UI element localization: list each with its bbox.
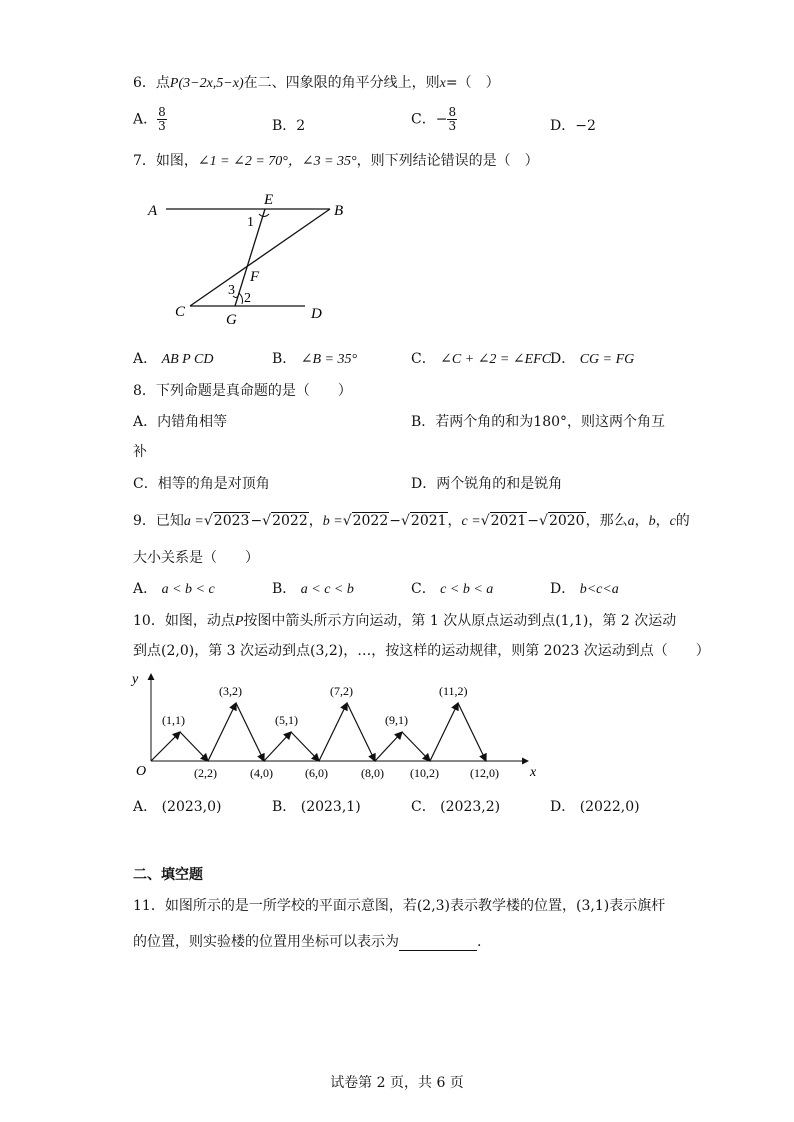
q9-stem: 9．已知a =√2023−√2022，b =√2022−√2021，c =√2021−√2020，那么a，b，c的 <box>133 513 690 529</box>
label-a: A <box>148 203 158 219</box>
label-c: C <box>175 304 186 320</box>
path-seg-1 <box>151 732 180 761</box>
page-footer: 试卷第 2 页，共 6 页 <box>330 1075 464 1091</box>
label-d: D <box>311 306 322 322</box>
q8-stem: 8．下列命题是真命题的是（ ） <box>133 383 352 399</box>
q10-graph <box>130 668 540 783</box>
path-seg-12 <box>458 703 486 761</box>
q7-option-b: B． ∠B = 35° <box>272 351 358 367</box>
q8-option-d: D．两个锐角的和是锐角 <box>411 476 563 492</box>
path-seg-2 <box>180 732 208 761</box>
label-3: 3 <box>228 283 235 298</box>
point-label-6-0: (6,0) <box>305 766 328 780</box>
path-seg-9 <box>375 732 402 761</box>
q7-option-c: C． ∠C + ∠2 = ∠EFC <box>411 351 552 367</box>
section-title: 二、填空题 <box>133 867 203 883</box>
q8-option-a: A．内错角相等 <box>133 414 228 430</box>
q6-stem: 6．点P(3−2x,5−x)在二、四象限的角平分线上，则x=（ ） <box>133 75 500 91</box>
point-label-5-1: (5,1) <box>275 713 298 727</box>
q6-option-b: B．2 <box>272 118 306 134</box>
q10-option-b: B． (2023,1) <box>272 799 361 815</box>
label-g: G <box>226 312 237 328</box>
origin-label: O <box>136 764 147 779</box>
q8-option-b: B．若两个角的和为180°，则这两个角互 <box>411 414 666 430</box>
q11-stem-line1: 11．如图所示的是一所学校的平面示意图，若(2,3)表示教学楼的位置，(3,1)表示旗杆 <box>133 898 666 914</box>
q9-stem-line2: 大小关系是（ ） <box>133 550 259 566</box>
angle-2-arc <box>239 293 243 304</box>
point-label-2-2: (2,2) <box>194 766 217 780</box>
point-label-11-2: (11,2) <box>439 684 468 698</box>
q10-option-c: C． (2023,2) <box>411 799 501 815</box>
path-seg-4 <box>236 703 264 761</box>
point-label-9-1: (9,1) <box>385 713 408 727</box>
point-label-3-2: (3,2) <box>219 684 242 698</box>
point-label-7-2: (7,2) <box>330 684 353 698</box>
q8-option-b-cont: 补 <box>133 444 147 460</box>
x-axis-label: x <box>530 765 537 780</box>
y-axis-label: y <box>132 672 139 687</box>
label-b: B <box>334 203 344 219</box>
point-label-1-1: (1,1) <box>162 713 185 727</box>
label-2: 2 <box>244 291 251 306</box>
answer-blank[interactable] <box>399 936 477 951</box>
q9-option-b: B． a < c < b <box>272 581 354 597</box>
path-seg-3 <box>208 703 236 761</box>
q10-stem-line1: 10．如图，动点P按图中箭头所示方向运动，第 1 次从原点运动到点(1,1)，第 2 次运动 <box>133 613 677 629</box>
q10-stem-line2: 到点(2,0)，第 3 次运动到点(3,2)，…，按这样的运动规律，则第 2023 次运动到点（ ） <box>133 643 710 659</box>
label-1: 1 <box>247 215 254 230</box>
path-seg-6 <box>291 732 319 761</box>
q7-stem: 7．如图，∠1 = ∠2 = 70°，∠3 = 35°，则下列结论错误的是（ ） <box>133 153 539 169</box>
point-label-10-2: (10,2) <box>410 766 439 780</box>
point-label-4-0: (4,0) <box>250 766 273 780</box>
q9-option-d: D． b<c<a <box>550 581 619 597</box>
path-seg-10 <box>402 732 430 761</box>
point-label-8-0: (8,0) <box>361 766 384 780</box>
path-seg-8 <box>347 703 375 761</box>
path-seg-11 <box>430 703 458 761</box>
path-seg-7 <box>319 703 347 761</box>
q7-option-a: A． AB P CD <box>133 351 214 367</box>
q6-option-c: C．− $\frac{8}{3}$ <box>411 105 457 133</box>
point-label-12-0: (12,0) <box>470 766 499 780</box>
q7-option-d: D． CG = FG <box>550 351 635 367</box>
q7-figure <box>140 185 344 330</box>
q10-option-d: D． (2022,0) <box>550 799 640 815</box>
q11-stem-line2: 的位置，则实验楼的位置用坐标可以表示为 . <box>133 934 482 950</box>
q9-option-c: C． c < b < a <box>411 581 494 597</box>
q6-option-d: D．−2 <box>550 118 596 134</box>
q10-option-a: A． (2023,0) <box>133 799 222 815</box>
q9-option-a: A． a < b < c <box>133 581 215 597</box>
path-seg-5 <box>264 732 291 761</box>
q6-option-a: A． $\frac{8}{3}$ <box>133 105 166 133</box>
label-f: F <box>250 269 260 285</box>
q8-option-c: C．相等的角是对顶角 <box>133 476 270 492</box>
label-e: E <box>264 192 274 208</box>
